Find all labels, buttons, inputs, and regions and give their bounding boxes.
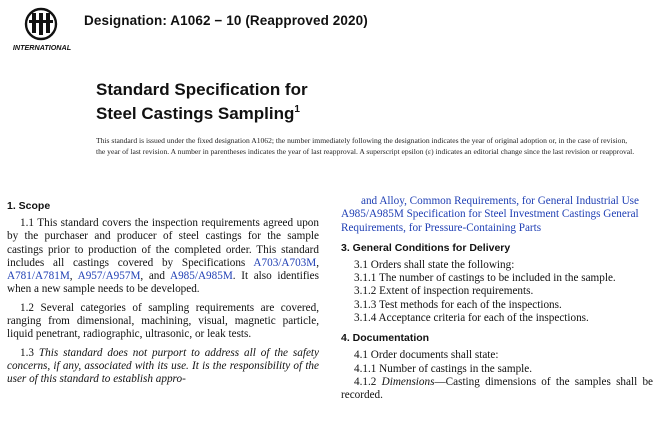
astm-logo-mark	[13, 6, 71, 52]
link-a985[interactable]: A985/A985M	[170, 270, 233, 283]
left-column	[7, 199, 319, 387]
link-a781[interactable]: A781/A781M	[7, 270, 70, 283]
section-3-heading: 3. General Conditions for Delivery	[341, 241, 511, 254]
document-title	[96, 80, 308, 124]
section-4-heading: 4. Documentation	[341, 332, 430, 345]
section-3-item: 3.1.1 The number of castings to be included in the sample.	[354, 272, 616, 285]
issuance-notice: This standard is issued under the fixed designation A1062; the number immediately following the designation indicates the year of original adoption or, in the case of revision, the year of last revision. A number in parentheses indicates the year of last reapproval. A superscript epsilon (ε) indicates an editorial change since the last revision or reapproval.	[96, 136, 635, 156]
s412-italic: Dimensions	[381, 375, 435, 388]
section-4-item: 4.1 Order documents shall state:	[354, 349, 499, 362]
section-3-item: 3.1.2 Extent of inspection requirements.	[354, 285, 534, 298]
reference-continuation[interactable]: and Alloy, Common Requirements, for General Industrial Use	[361, 195, 639, 207]
section-3-item: 3.1.3 Test methods for each of the inspections.	[354, 298, 562, 311]
title-line-2-text: Steel Castings Sampling	[96, 104, 295, 123]
s412-number: 4.1.2	[354, 375, 382, 388]
p11-sep-2: ,	[69, 270, 78, 283]
section-3-item: 3.1 Orders shall state the following:	[354, 258, 515, 271]
link-a957[interactable]: A957/A957M	[77, 270, 141, 283]
reference-a985-title[interactable]: Specification for Steel Investment Castings General Requirements, for Pressure-Containing Parts	[341, 208, 639, 234]
logo-text: INTERNATIONAL	[13, 43, 71, 52]
p11-sep-3: , and	[140, 270, 170, 283]
section-4-item: 4.1.1 Number of castings in the sample.	[354, 362, 533, 375]
paragraph-1-3	[7, 347, 319, 387]
astm-logo	[13, 6, 71, 52]
p11-sep-1: ,	[316, 256, 319, 269]
reference-a985	[341, 208, 653, 235]
section-4-item-dimensions	[341, 376, 653, 403]
title-line-1: Standard Specification for	[96, 80, 308, 99]
title-line-2	[96, 100, 308, 124]
p11-text-a: 1.1 This standard covers the inspection requirements agreed upon by the purchaser and producer of steel castings for the sample castings prior to production of the completed order. This standard includes all castings covered by Specifications	[7, 217, 319, 269]
link-a703[interactable]: A703/A703M	[253, 256, 317, 269]
p11-text-b: . It also identifies when a new sample needs to be developed.	[7, 270, 319, 296]
designation: Designation: A1062 − 10 (Reapproved 2020)	[84, 13, 368, 28]
title-footnote-mark: 1	[294, 104, 300, 115]
scope-heading: 1. Scope	[7, 200, 51, 212]
right-column	[341, 195, 653, 403]
p13-number: 1.3	[20, 346, 39, 359]
section-3-item: 3.1.4 Acceptance criteria for each of the inspections.	[354, 312, 589, 325]
reference-a985-code[interactable]: A985/A985M	[341, 208, 404, 221]
paragraph-1-2: 1.2 Several categories of sampling requirements are covered, ranging from dimensional, machining, visual, magnetic particle, liquid penetrant, radiographic, ultrasonic, or leak tests.	[7, 301, 319, 341]
paragraph-1-1	[7, 217, 319, 297]
p13-italic-text: This standard does not purport to address all of the safety concerns, if any, associated with its use. It is the responsibility of the user of this standard to establish appro-	[7, 346, 320, 386]
s412-text: —Casting dimensions of the samples shall be recorded.	[341, 375, 653, 402]
